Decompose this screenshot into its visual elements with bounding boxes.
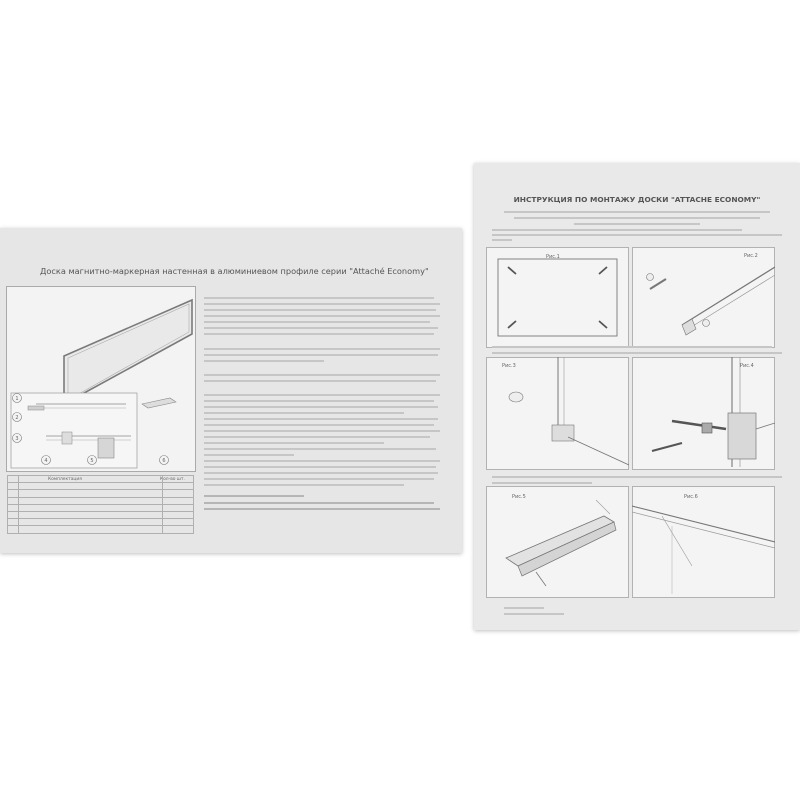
figure-2-label: Рис.2 xyxy=(744,253,758,259)
figure-3 xyxy=(486,357,629,470)
figure-5-label: Рис.5 xyxy=(512,494,526,500)
callout-2: 2 xyxy=(15,415,19,421)
callout-1: 1 xyxy=(15,396,19,402)
figure-6-label: Рис.6 xyxy=(684,494,698,500)
right-sheet-title: ИНСТРУКЦИЯ ПО МОНТАЖУ ДОСКИ "ATTACHE ECONOMY" xyxy=(513,195,761,204)
figure-4-label: Рис.4 xyxy=(740,363,754,369)
components-table xyxy=(7,475,194,534)
figure-6 xyxy=(632,486,775,598)
table-header-qty: Кол-во шт. xyxy=(160,477,185,482)
right-instruction-sheet xyxy=(474,163,800,630)
callout-5: 5 xyxy=(90,458,94,464)
callout-3: 3 xyxy=(15,436,19,442)
table-header-name: Комплектация xyxy=(48,477,82,482)
figure-5 xyxy=(486,486,629,598)
figure-1 xyxy=(486,247,629,348)
left-instruction-sheet xyxy=(0,228,462,553)
callout-6: 6 xyxy=(162,458,166,464)
figure-2 xyxy=(632,247,775,348)
figure-3-label: Рис.3 xyxy=(502,363,516,369)
callout-4: 4 xyxy=(44,458,48,464)
figure-1-label: Рис.1 xyxy=(546,254,560,260)
left-sheet-title: Доска магнитно-маркерная настенная в алюминиевом профиле серии "Attaché Economy" xyxy=(40,266,429,276)
board-illustration xyxy=(6,286,196,472)
figure-4 xyxy=(632,357,775,470)
